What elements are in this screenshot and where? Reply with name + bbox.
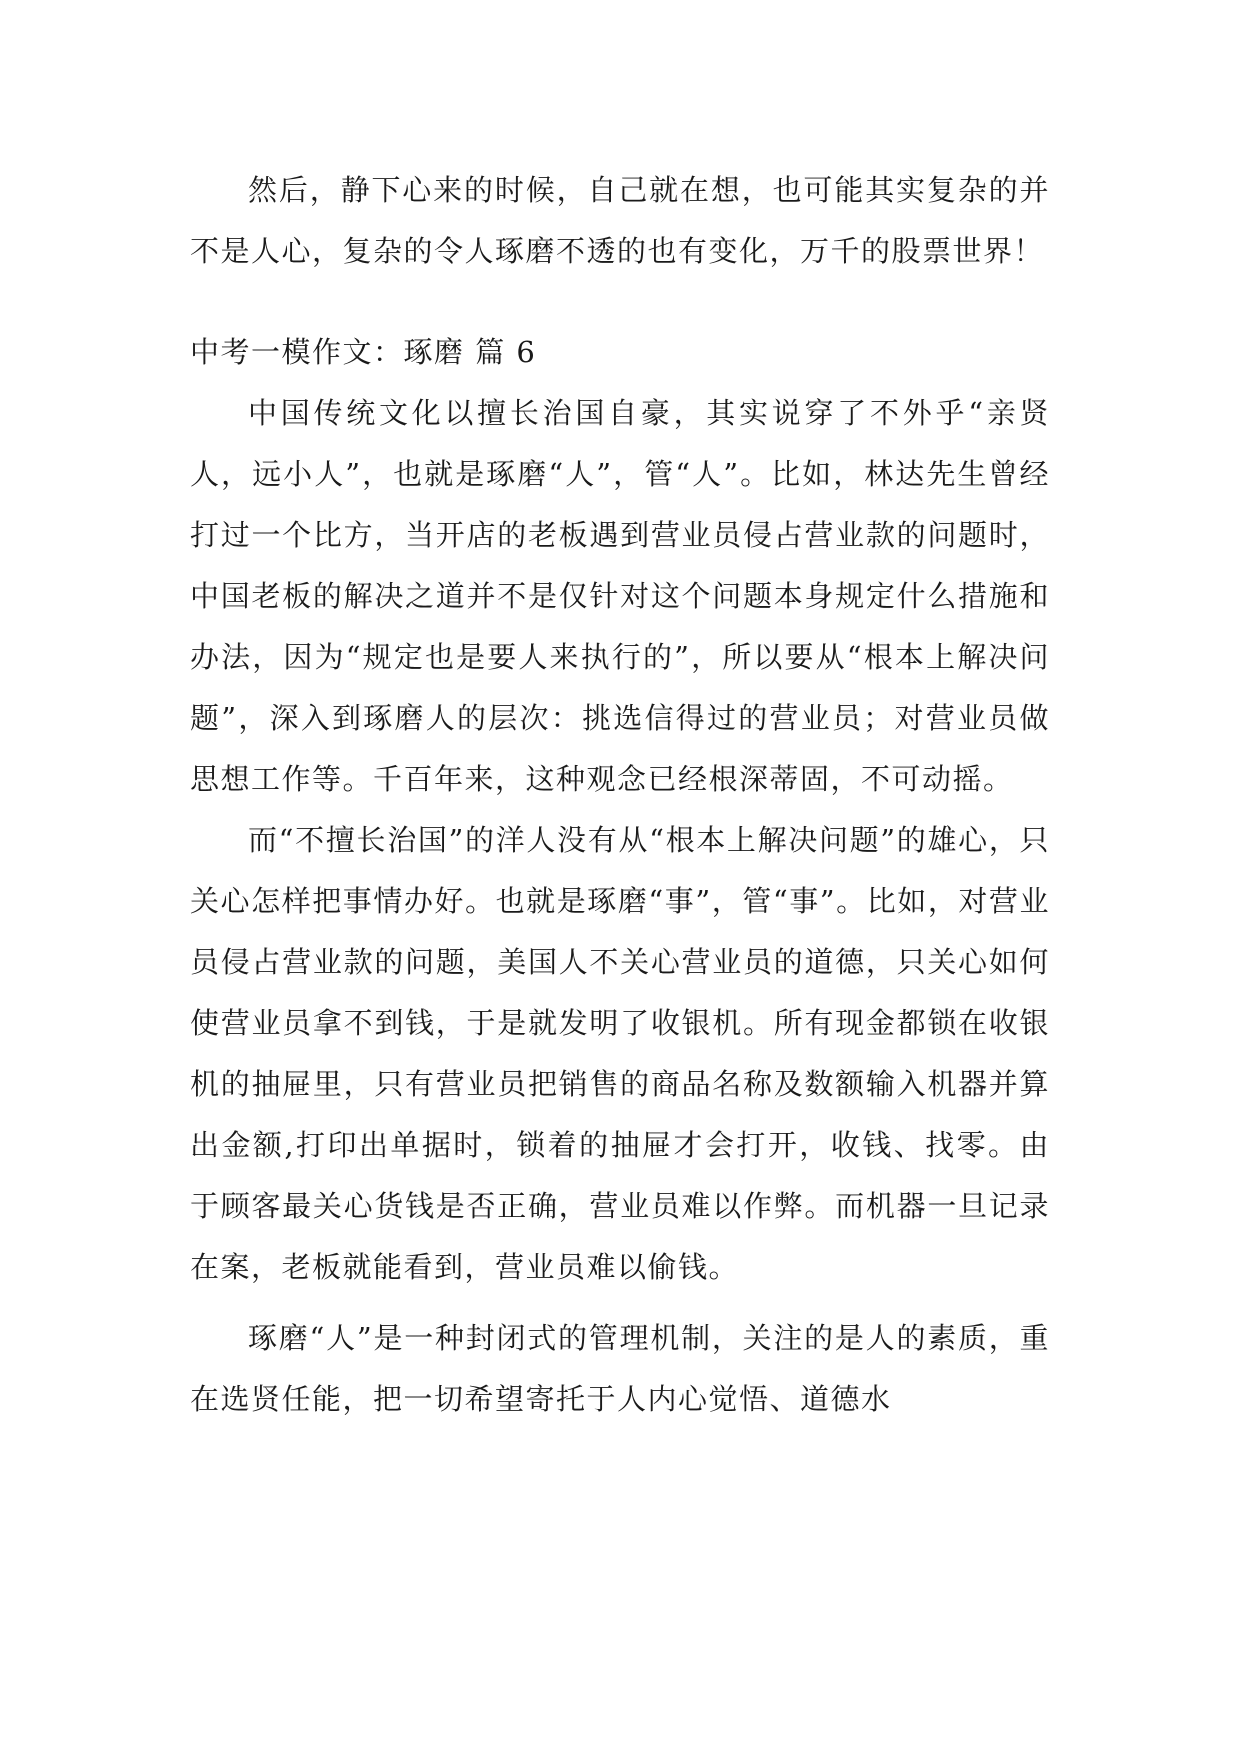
- section-heading: 中考一模作文：琢磨 篇 6: [190, 335, 537, 369]
- paragraph: 中国传统文化以擅长治国自豪，其实说穿了不外乎“亲贤人，远小人”，也就是琢磨“人”，管“人”。比如，林达先生曾经打过一个比方，当开店的老板遇到营业员侵占营业款的问题时，中国老板的解决之道并不是仅针对这个问题本身规定什么措施和办法，因为“规定也是要人来执行的”，所以要从“根本上解决问题”，深入到琢磨人的层次：挑选信得过的营业员；对营业员做思想工作等。千百年来，这种观念已经根深蒂固，不可动摇。: [190, 396, 1050, 796]
- document-body: [190, 160, 1050, 1430]
- paragraph: 然后，静下心来的时候，自己就在想，也可能其实复杂的并不是人心，复杂的令人琢磨不透的也有变化，万千的股票世界！: [190, 173, 1050, 268]
- paragraph: 琢磨“人”是一种封闭式的管理机制，关注的是人的素质，重在选贤任能，把一切希望寄托于人内心觉悟、道德水: [190, 1321, 1050, 1416]
- paragraph: 而“不擅长治国”的洋人没有从“根本上解决问题”的雄心，只关心怎样把事情办好。也就是琢磨“事”，管“事”。比如，对营业员侵占营业款的问题，美国人不关心营业员的道德，只关心如何使营业员拿不到钱，于是就发明了收银机。所有现金都锁在收银机的抽屉里，只有营业员把销售的商品名称及数额输入机器并算出金额,打印出单据时，锁着的抽屉才会打开，收钱、找零。由于顾客最关心货钱是否正确，营业员难以作弊。而机器一旦记录在案，老板就能看到，营业员难以偷钱。: [190, 823, 1050, 1284]
